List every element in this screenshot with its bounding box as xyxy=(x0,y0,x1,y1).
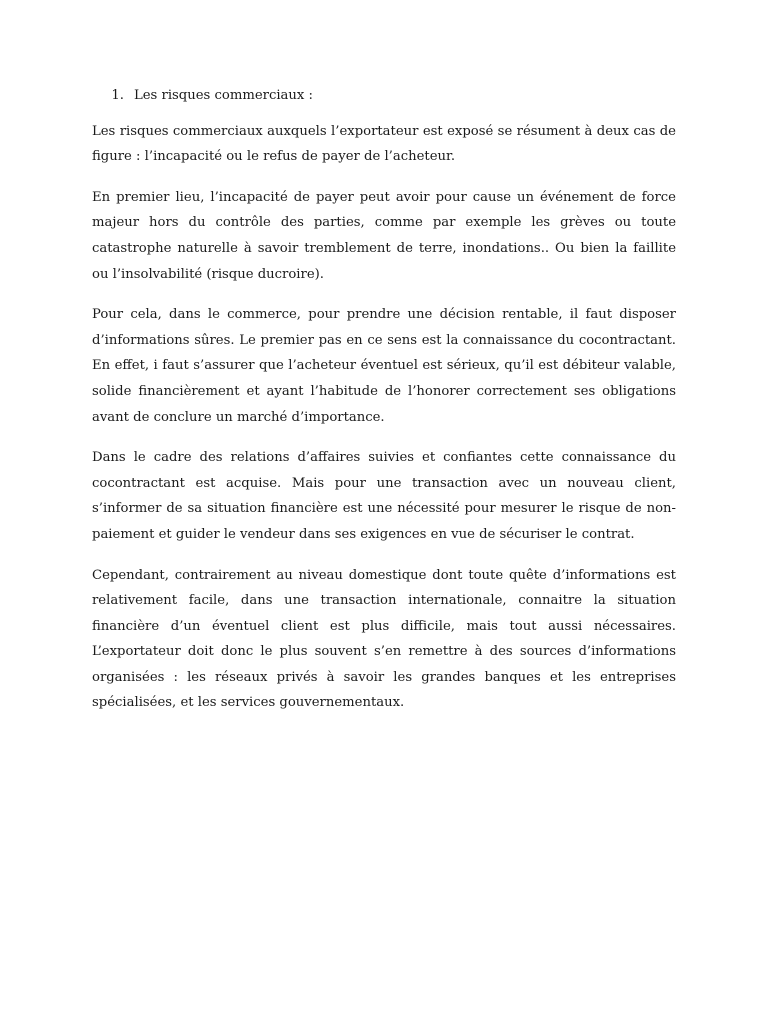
document-body xyxy=(92,83,676,731)
paragraph-2: En premier lieu, l’incapacité de payer peut avoir pour cause un événement de force majeur hors du contrôle des parties, comme par exemple les grèves ou toute catastrophe naturelle à savoir tremblement de terre, inondations.. Ou bien la faillite ou l’insolvabilité (risque ducroire). xyxy=(92,189,676,282)
paragraph-1: Les risques commerciaux auxquels l’exportateur est exposé se résument à deux cas de figure : l’incapacité ou le refus de payer de l’acheteur. xyxy=(92,123,676,165)
paragraph-3: Pour cela, dans le commerce, pour prendre une décision rentable, il faut disposer d’informations sûres. Le premier pas en ce sens est la connaissance du cocontractant. En effet, i faut s’assurer que l’acheteur éventuel est sérieux, qu’il est débiteur valable, solide financièrement et ayant l’habitude de l’honorer correctement ses obligations avant de conclure un marché d’importance. xyxy=(92,307,676,425)
section-heading xyxy=(92,83,676,109)
paragraph-5: Cependant, contrairement au niveau domestique dont toute quête d’informations est relativement facile, dans une transaction internationale, connaitre la situation financière d’un éventuel client est plus difficile, mais tout aussi nécessaires. L’exportateur doit donc le plus souvent s’en remettre à des sources d’informations organisées : les réseaux privés à savoir les grandes banques et les entreprises spécialisées, et les services gouvernementaux. xyxy=(92,567,676,711)
paragraph-4: Dans le cadre des relations d’affaires suivies et confiantes cette connaissance du cocontractant est acquise. Mais pour une transaction avec un nouveau client, s’informer de sa situation financière est une nécessité pour mesurer le risque de non-paiement et guider le vendeur dans ses exigences en vue de sécuriser le contrat. xyxy=(92,450,676,542)
section-title: Les risques commerciaux : xyxy=(134,88,313,103)
section-number: 1. xyxy=(111,88,124,103)
